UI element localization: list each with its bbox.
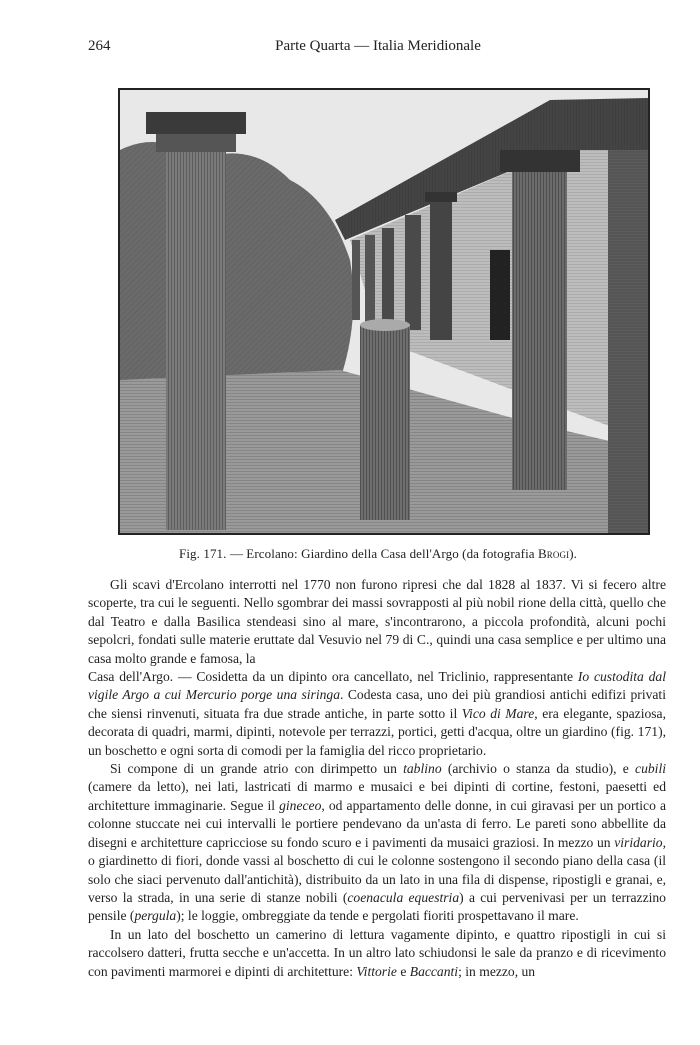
- caption-photographer: Brogi: [538, 546, 570, 561]
- caption-suffix: ).: [569, 546, 577, 561]
- paragraph-3: Si compone di un grande atrio con dirimpetto un tablino (archivio o stanza da studio), e cubili (camere da letto), nei lati, lastricati di marmo e musaici e bei dipinti di cortine, festoni, paesetti ed architetture immaginarie. Segue il gineceo, od appartamento delle donne, in cui giravasi per un portico a colonne stuccate nei cui intervalli le portiere pendevano da un'asta di ferro. Le pareti sono abbellite da disegni e architetture capricciose su fondo scuro e i pavimenti da musaici graziosi. In mezzo un viridario, o giardinetto di fiori, donde vassi al boschetto di cui le colonne sostengono il secondo piano della casa (il solo che siaci pervenuto dall'antichità), distribuito da un lato in una fila di dispense, ripostigli e granai, e, verso la strada, in una serie di stanze nobili (coenacula equestria) a cui pervenivasi per un terrazzino pensile (pergula); le loggie, ombreggiate da tende e pergolati fioriti prospettavano il mare.: [88, 761, 667, 924]
- paragraph-2: Casa dell'Argo. — Cosidetta da un dipinto ora cancellato, nel Triclinio, rappresentante Io custodita dal vigile Argo a cui Mercurio porge una siringa. Codesta casa, uno dei più grandiosi antichi edifizi privati che siensi rinvenuti, situata fra due strade antiche, in parte sotto il Vico di Mare, era elegante, spaziosa, decorata di quadri, marmi, dipinti, notevole per terrazzi, portici, getti d'acqua, oltre un giardino (fig. 171), un boschetto e ogni sorta di comodi per la famiglia del ricco proprietario.: [88, 669, 666, 758]
- figure-engraving: [118, 88, 650, 535]
- caption-text: Fig. 171. — Ercolano: Giardino della Casa dell'Argo (da fotografia: [179, 546, 539, 561]
- paragraph-4: In un lato del boschetto un camerino di lettura vagamente dipinto, e quattro ripostigli in cui si raccolsero datteri, frutta secche e un'accetta. In un altro lato schiudonsi le sale da pranzo e di ricevimento con pavimenti marmorei e dipinti di architetture: Vittorie e Baccanti; in mezzo, un: [88, 926, 666, 979]
- body-text: [88, 576, 666, 981]
- paragraph-1: Gli scavi d'Ercolano interrotti nel 1770 non furono ripresi che dal 1828 al 1837. Vi si fecero altre scoperte, tra cui le seguenti. Nello sgombrar dei massi sovrapposti al più nobil rione della città, quello che dal Teatro e dalla Basilica stendeasi sino al mare, s'incontrarono, a piccola profondità, alcuni pochi sepolcri, fondati sulle materie eruttate dal Vesuvio nel 79 di C., quindi una casa semplice e per ultimo una casa molto grande e famosa, la: [88, 577, 666, 666]
- figure-caption: [88, 546, 668, 562]
- page-number: 264: [88, 38, 111, 54]
- running-title: Parte Quarta — Italia Meridionale: [275, 38, 481, 54]
- engraving-illustration: [120, 90, 648, 533]
- page-header: [88, 38, 668, 58]
